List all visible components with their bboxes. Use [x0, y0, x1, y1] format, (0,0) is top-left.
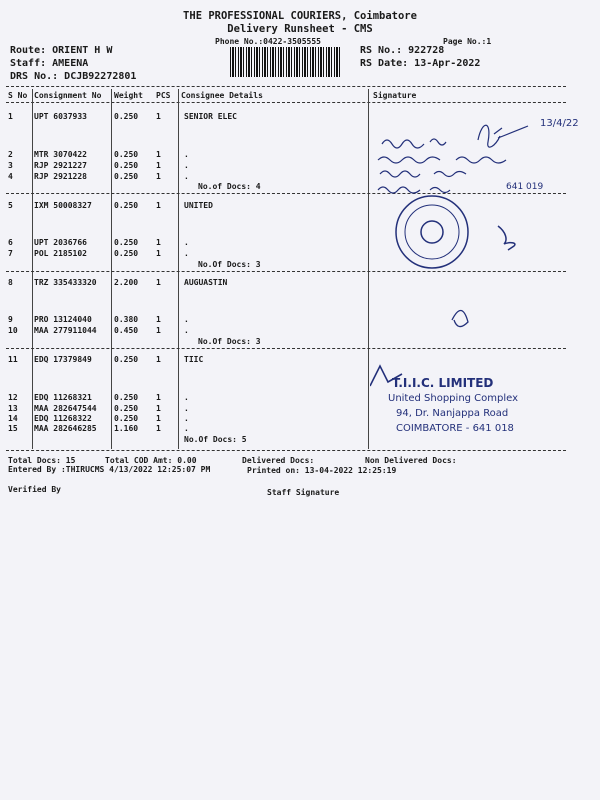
- col-divider: [32, 89, 33, 449]
- col-header-pcs: PCS: [156, 91, 171, 100]
- date-scrawl: 13/4/22: [540, 118, 579, 129]
- tiic-stamp-line3: COIMBATORE - 641 018: [396, 423, 514, 434]
- group-doc-count: No.of Docs: 4: [198, 182, 261, 191]
- row-pcs: 1: [156, 238, 161, 247]
- drs-number: DRS No.: DCJB92272801: [10, 71, 137, 82]
- tamil-stamp-pin: 641 019: [506, 182, 544, 192]
- row-pcs: 1: [156, 278, 161, 287]
- table-bottom-rule: [6, 450, 566, 451]
- non-delivered-docs: Non Delivered Docs:: [365, 456, 457, 465]
- row-sno: 2: [8, 150, 13, 159]
- row-consignment: PRO 13124040: [34, 315, 92, 324]
- staff-signature: Staff Signature: [267, 488, 340, 497]
- rs-number: RS No.: 922728: [360, 45, 445, 56]
- row-weight: 0.250: [114, 150, 139, 159]
- row-consignment: MAA 282647544: [34, 404, 97, 413]
- barcode: [230, 47, 340, 77]
- col-header-weight: Weight: [114, 91, 143, 100]
- row-details: SENIOR ELEC: [184, 112, 237, 121]
- row-consignment: MAA 282646285: [34, 424, 97, 433]
- row-sno: 7: [8, 249, 13, 258]
- row-pcs: 1: [156, 404, 161, 413]
- row-weight: 1.160: [114, 424, 139, 433]
- round-seal: [396, 196, 468, 268]
- row-consignment: RJP 2921227: [34, 161, 87, 170]
- row-consignment: POL 2185102: [34, 249, 87, 258]
- row-pcs: 1: [156, 249, 161, 258]
- row-consignment: EDQ 11268321: [34, 393, 92, 402]
- row-sno: 15: [8, 424, 18, 433]
- row-pcs: 1: [156, 355, 161, 364]
- row-weight: 2.200: [114, 278, 139, 287]
- row-weight: 0.380: [114, 315, 139, 324]
- row-pcs: 1: [156, 424, 161, 433]
- group-doc-count: No.Of Docs: 3: [198, 260, 261, 269]
- col-divider: [368, 89, 369, 449]
- row-sno: 13: [8, 404, 18, 413]
- row-sno: 4: [8, 172, 13, 181]
- row-weight: 0.250: [114, 112, 139, 121]
- row-details: .: [184, 393, 189, 402]
- page-number: Page No.:1: [443, 37, 492, 46]
- route: Route: ORIENT H W: [10, 45, 113, 56]
- row-pcs: 1: [156, 315, 161, 324]
- company-name: THE PROFESSIONAL COURIERS, Coimbatore: [183, 10, 417, 22]
- row-consignment: RJP 2921228: [34, 172, 87, 181]
- row-details: .: [184, 404, 189, 413]
- row-details: .: [184, 326, 189, 335]
- col-header-consignee: Consignee Details: [181, 91, 263, 100]
- row-weight: 0.250: [114, 355, 139, 364]
- row-sno: 6: [8, 238, 13, 247]
- row-weight: 0.250: [114, 404, 139, 413]
- row-details: UNITED: [184, 201, 213, 210]
- row-details: .: [184, 238, 189, 247]
- row-weight: 0.250: [114, 161, 139, 170]
- rs-date: RS Date: 13-Apr-2022: [360, 58, 481, 69]
- delivered-docs: Delivered Docs:: [242, 456, 315, 465]
- row-details: .: [184, 414, 189, 423]
- total-docs: Total Docs: 15: [8, 456, 76, 465]
- row-weight: 0.450: [114, 326, 139, 335]
- row-weight: 0.250: [114, 414, 139, 423]
- col-header-consignment: Consignment No: [34, 91, 102, 100]
- row-details: .: [184, 150, 189, 159]
- row-pcs: 1: [156, 414, 161, 423]
- row-details: .: [184, 424, 189, 433]
- tiic-stamp-line2: 94, Dr. Nanjappa Road: [396, 408, 509, 419]
- col-header-signature: Signature: [373, 91, 417, 100]
- signature-scrawl: [498, 226, 515, 250]
- row-sno: 14: [8, 414, 18, 423]
- row-sno: 10: [8, 326, 18, 335]
- printed-on: Printed on: 13-04-2022 12:25:19: [247, 466, 397, 475]
- row-pcs: 1: [156, 326, 161, 335]
- row-pcs: 1: [156, 112, 161, 121]
- row-consignment: UPT 6037933: [34, 112, 87, 121]
- row-pcs: 1: [156, 161, 161, 170]
- row-details: AUGUASTIN: [184, 278, 228, 287]
- row-sno: 12: [8, 393, 18, 402]
- row-weight: 0.250: [114, 238, 139, 247]
- col-divider: [111, 89, 112, 449]
- col-divider: [178, 89, 179, 449]
- tiic-stamp-name: T.I.I.C. LIMITED: [392, 376, 494, 390]
- row-sno: 9: [8, 315, 13, 324]
- row-sno: 1: [8, 112, 13, 121]
- row-details: .: [184, 172, 189, 181]
- group-doc-count: No.Of Docs: 5: [184, 435, 247, 444]
- row-details: .: [184, 249, 189, 258]
- row-sno: 11: [8, 355, 18, 364]
- row-consignment: UPT 2036766: [34, 238, 87, 247]
- tiic-stamp-line1: United Shopping Complex: [388, 393, 519, 404]
- header-rule: [6, 102, 566, 103]
- row-pcs: 1: [156, 393, 161, 402]
- row-weight: 0.250: [114, 172, 139, 181]
- col-header-sno: S No: [8, 91, 28, 100]
- row-consignment: TRZ 335433320: [34, 278, 97, 287]
- row-pcs: 1: [156, 150, 161, 159]
- row-consignment: MTR 3070422: [34, 150, 87, 159]
- row-weight: 0.250: [114, 393, 139, 402]
- row-sno: 3: [8, 161, 13, 170]
- document-title: Delivery Runsheet - CMS: [227, 23, 373, 35]
- row-consignment: MAA 277911044: [34, 326, 97, 335]
- table-top-rule: [6, 86, 566, 87]
- row-pcs: 1: [156, 201, 161, 210]
- row-weight: 0.250: [114, 249, 139, 258]
- entered-by: Entered By :THIRUCMS 4/13/2022 12:25:07 PM: [8, 465, 211, 474]
- row-consignment: EDQ 17379849: [34, 355, 92, 364]
- phone-number: Phone No.:0422-3505555: [215, 37, 321, 46]
- group-doc-count: No.Of Docs: 3: [198, 337, 261, 346]
- row-details: TIIC: [184, 355, 204, 364]
- row-details: .: [184, 161, 189, 170]
- staff: Staff: AMEENA: [10, 58, 89, 69]
- row-pcs: 1: [156, 172, 161, 181]
- row-consignment: IXM 50008327: [34, 201, 92, 210]
- row-sno: 8: [8, 278, 13, 287]
- row-consignment: EDQ 11268322: [34, 414, 92, 423]
- total-cod: Total COD Amt: 0.00: [105, 456, 197, 465]
- row-sno: 5: [8, 201, 13, 210]
- verified-by: Verified By: [8, 485, 61, 494]
- row-details: .: [184, 315, 189, 324]
- row-weight: 0.250: [114, 201, 139, 210]
